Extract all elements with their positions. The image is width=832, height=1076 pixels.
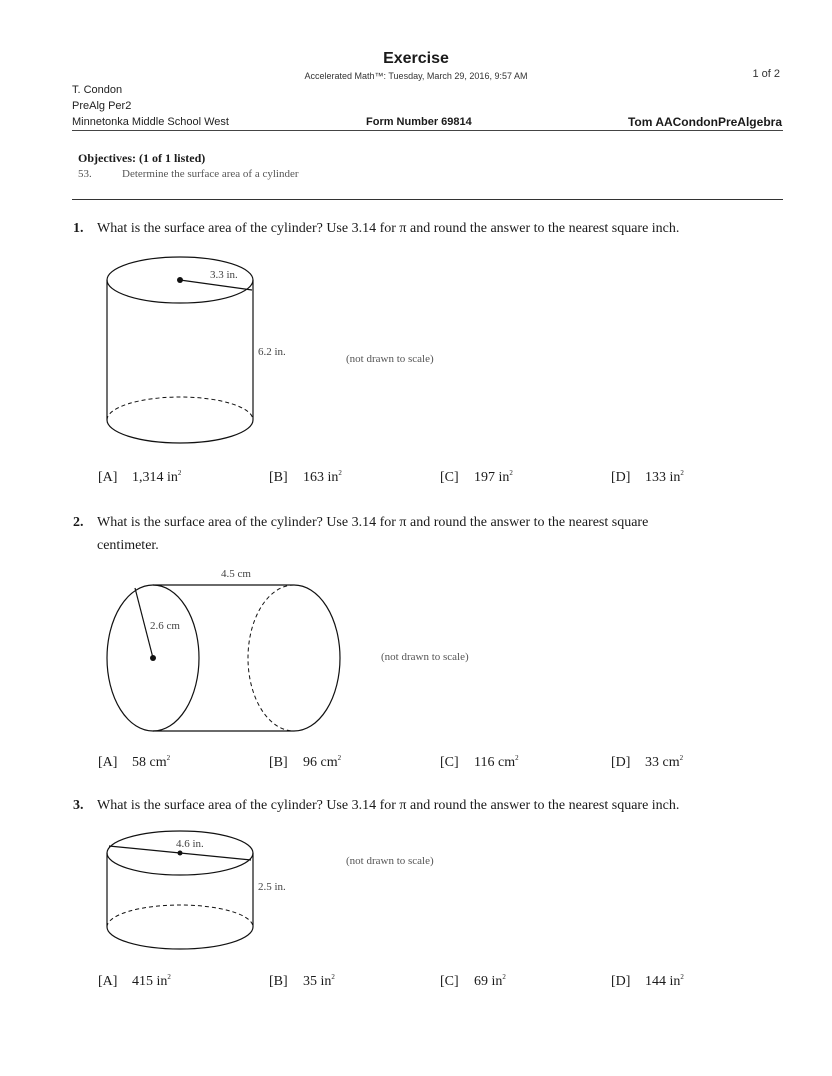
choice-value: 116 cm [474, 755, 516, 770]
choice-label: [D] [611, 974, 631, 989]
page-subtitle: Accelerated Math™: Tuesday, March 29, 2016, 9:57 AM [304, 71, 528, 81]
length-label: 4.5 cm [221, 568, 251, 580]
student-name: Tom AACondonPreAlgebra [627, 115, 782, 129]
radius-label: 2.6 cm [150, 620, 180, 632]
choice-label: [C] [440, 470, 459, 485]
question-text: What is the surface area of the cylinder? Use 3.14 for π and round the answer to the nearest square inch. [97, 798, 680, 813]
height-label: 6.2 in. [258, 346, 286, 358]
unit-exponent: 2 [167, 973, 171, 981]
height-label: 2.5 in. [258, 881, 286, 893]
choice-value: 163 in [303, 470, 339, 485]
question-text: What is the surface area of the cylinder? Use 3.14 for π and round the answer to the nearest square inch. [97, 221, 680, 236]
choice-value: 415 in [132, 974, 168, 989]
choice-label: [A] [98, 755, 118, 770]
page-title: Exercise [383, 50, 449, 67]
unit-exponent: 2 [509, 469, 513, 477]
choice-label: [A] [98, 974, 118, 989]
choice-label: [D] [611, 755, 631, 770]
choice-label: [D] [611, 470, 631, 485]
unit-exponent: 2 [166, 754, 171, 762]
choice-value: 69 in [474, 974, 503, 989]
question-number: 2. [73, 515, 84, 530]
question-text-continued: centimeter. [97, 538, 159, 553]
unit-exponent: 2 [680, 973, 684, 981]
unit-exponent: 2 [338, 469, 342, 477]
choice-label: [C] [440, 755, 459, 770]
choice-c [440, 973, 506, 990]
objectives-heading: Objectives: (1 of 1 listed) [78, 151, 206, 165]
objective-text: Determine the surface area of a cylinder [122, 168, 299, 180]
choice-value: 1,314 in [132, 470, 178, 485]
unit-exponent: 2 [515, 754, 519, 762]
question-number: 3. [73, 798, 84, 813]
choice-label: [B] [269, 974, 288, 989]
class-name: PreAlg Per2 [72, 100, 132, 112]
choice-d [611, 973, 684, 990]
choice-b [269, 973, 335, 990]
form-number: Form Number 69814 [366, 116, 472, 128]
choice-label: [A] [98, 470, 118, 485]
choice-value: 144 in [645, 974, 681, 989]
choice-label: [B] [269, 470, 288, 485]
choice-a [98, 973, 171, 990]
choice-label: [C] [440, 974, 459, 989]
teacher-name: T. Condon [72, 84, 123, 96]
unit-exponent: 2 [680, 469, 684, 477]
unit-exponent: 2 [679, 754, 684, 762]
objective-number: 53. [78, 168, 92, 180]
choice-value: 58 cm [132, 755, 167, 770]
scale-note: (not drawn to scale) [346, 353, 434, 365]
diameter-label: 4.6 in. [176, 838, 204, 850]
unit-exponent: 2 [177, 469, 182, 477]
scale-note: (not drawn to scale) [381, 651, 469, 663]
choice-value: 197 in [474, 470, 510, 485]
choice-value: 35 in [303, 974, 332, 989]
unit-exponent: 2 [331, 973, 335, 981]
choice-label: [B] [269, 755, 288, 770]
page-number: 1 of 2 [752, 68, 780, 80]
question-text: What is the surface area of the cylinder? Use 3.14 for π and round the answer to the nearest square [97, 515, 649, 530]
scale-note: (not drawn to scale) [346, 855, 434, 867]
unit-exponent: 2 [337, 754, 342, 762]
choice-value: 33 cm [645, 755, 680, 770]
radius-label: 3.3 in. [210, 269, 238, 281]
choice-value: 133 in [645, 470, 681, 485]
unit-exponent: 2 [502, 973, 506, 981]
question-number: 1. [73, 221, 84, 236]
school-name: Minnetonka Middle School West [72, 116, 229, 128]
choice-value: 96 cm [303, 755, 338, 770]
